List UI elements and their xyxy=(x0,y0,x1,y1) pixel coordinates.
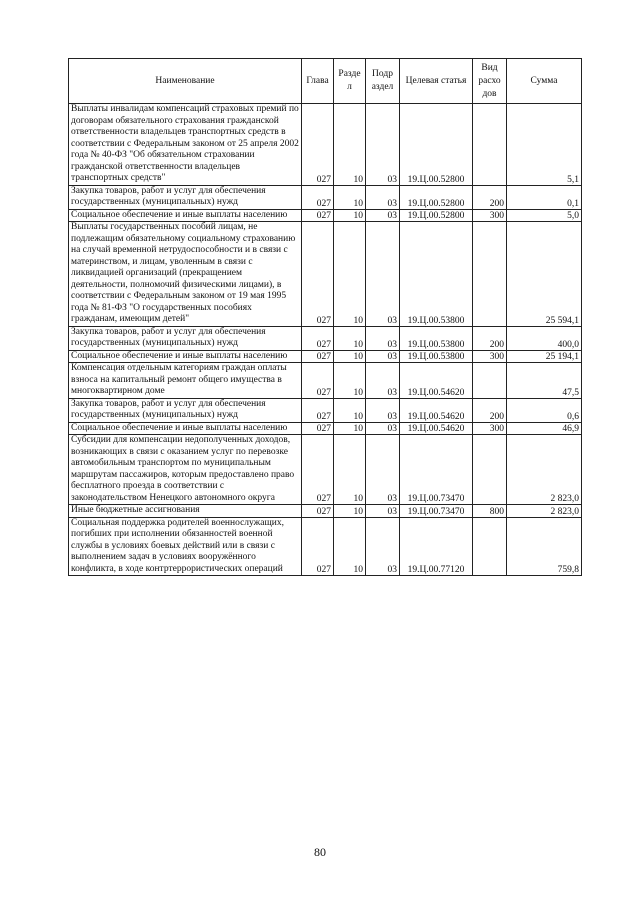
row-vid: 300 xyxy=(473,209,507,222)
row-summa: 5,0 xyxy=(507,209,582,222)
row-summa: 2 823,0 xyxy=(507,435,582,505)
row-name: Закупка товаров, работ и услуг для обеспечения государственных (муниципальных) нужд xyxy=(69,185,302,209)
row-podrazdel: 03 xyxy=(366,326,400,350)
row-vid xyxy=(473,104,507,186)
row-podrazdel: 03 xyxy=(366,517,400,576)
row-name: Социальное обеспечение и иные выплаты населению xyxy=(69,209,302,222)
row-name: Выплаты государственных пособий лицам, не подлежащим обязательному социальному страхованию на случай временной нетрудоспособности и в связи с материнством, и лицам, уволенным в связи с ликвидацией организаций (прекращением деятельности, полномочий физическими лицами), в соответствии с Федеральным законом от 19 мая 1995 года № 81-ФЗ "О государственных пособиях гражданам, имеющим детей" xyxy=(69,222,302,327)
row-glava: 027 xyxy=(302,185,334,209)
row-vid: 200 xyxy=(473,185,507,209)
row-podrazdel: 03 xyxy=(366,104,400,186)
header-podrazdel: Подр аздел xyxy=(366,59,400,104)
table-row xyxy=(69,398,582,422)
row-glava: 027 xyxy=(302,398,334,422)
row-vid xyxy=(473,517,507,576)
row-glava: 027 xyxy=(302,222,334,327)
row-summa: 25 594,1 xyxy=(507,222,582,327)
header-razdel: Разде л xyxy=(334,59,366,104)
row-glava: 027 xyxy=(302,350,334,363)
row-summa: 0,6 xyxy=(507,398,582,422)
row-name: Социальное обеспечение и иные выплаты населению xyxy=(69,422,302,435)
row-summa: 2 823,0 xyxy=(507,505,582,518)
row-name: Социальное обеспечение и иные выплаты населению xyxy=(69,350,302,363)
row-podrazdel: 03 xyxy=(366,505,400,518)
row-summa: 25 194,1 xyxy=(507,350,582,363)
table-row xyxy=(69,222,582,327)
header-vid: Вид расхо дов xyxy=(473,59,507,104)
table-row xyxy=(69,363,582,399)
row-celevaya: 19.Ц.00.52800 xyxy=(400,104,473,186)
row-razdel: 10 xyxy=(334,326,366,350)
row-podrazdel: 03 xyxy=(366,422,400,435)
row-summa: 47,5 xyxy=(507,363,582,399)
row-podrazdel: 03 xyxy=(366,222,400,327)
row-vid xyxy=(473,222,507,327)
row-razdel: 10 xyxy=(334,363,366,399)
row-glava: 027 xyxy=(302,517,334,576)
row-name: Закупка товаров, работ и услуг для обеспечения государственных (муниципальных) нужд xyxy=(69,398,302,422)
row-razdel: 10 xyxy=(334,422,366,435)
table-row xyxy=(69,350,582,363)
header-celevaya: Целевая статья xyxy=(400,59,473,104)
row-razdel: 10 xyxy=(334,435,366,505)
row-razdel: 10 xyxy=(334,104,366,186)
row-name: Субсидии для компенсации недополученных доходов, возникающих в связи с оказанием услуг по перевозке автомобильным транспортом по муниципальным маршрутам пассажиров, которым предоставлено право бесплатного проезда в соответствии с законодательством Ненецкого автономного округа xyxy=(69,435,302,505)
row-name: Социальная поддержка родителей военнослужащих, погибших при исполнении обязанностей военной службы в условиях боевых действий или в связи с выполнением задач в условиях вооружённого конфликта, в ходе контртеррористических операций xyxy=(69,517,302,576)
row-vid xyxy=(473,363,507,399)
row-glava: 027 xyxy=(302,209,334,222)
row-name: Компенсация отдельным категориям граждан оплаты взноса на капитальный ремонт общего имущества в многоквартирном доме xyxy=(69,363,302,399)
row-razdel: 10 xyxy=(334,505,366,518)
row-glava: 027 xyxy=(302,363,334,399)
header-name: Наименование xyxy=(69,59,302,104)
table-row xyxy=(69,185,582,209)
row-name: Закупка товаров, работ и услуг для обеспечения государственных (муниципальных) нужд xyxy=(69,326,302,350)
row-glava: 027 xyxy=(302,326,334,350)
row-celevaya: 19.Ц.00.53800 xyxy=(400,222,473,327)
row-podrazdel: 03 xyxy=(366,435,400,505)
row-summa: 0,1 xyxy=(507,185,582,209)
row-summa: 759,8 xyxy=(507,517,582,576)
row-razdel: 10 xyxy=(334,222,366,327)
row-podrazdel: 03 xyxy=(366,363,400,399)
page-number: 80 xyxy=(314,845,326,859)
row-vid xyxy=(473,435,507,505)
row-vid: 200 xyxy=(473,326,507,350)
row-glava: 027 xyxy=(302,104,334,186)
header-glava: Глава xyxy=(302,59,334,104)
row-podrazdel: 03 xyxy=(366,398,400,422)
row-celevaya: 19.Ц.00.52800 xyxy=(400,209,473,222)
row-celevaya: 19.Ц.00.73470 xyxy=(400,505,473,518)
row-celevaya: 19.Ц.00.77120 xyxy=(400,517,473,576)
row-celevaya: 19.Ц.00.54620 xyxy=(400,398,473,422)
row-podrazdel: 03 xyxy=(366,185,400,209)
row-summa: 5,1 xyxy=(507,104,582,186)
row-name: Выплаты инвалидам компенсаций страховых премий по договорам обязательного страхования гражданской ответственности владельцев транспортных средств в соответствии с Федеральным законом от 25 апреля 2002 года № 40-ФЗ "Об обязательном страховании гражданской ответственности владельцев транспортных средств" xyxy=(69,104,302,186)
row-razdel: 10 xyxy=(334,209,366,222)
table-row xyxy=(69,326,582,350)
table-row xyxy=(69,209,582,222)
row-celevaya: 19.Ц.00.54620 xyxy=(400,422,473,435)
row-glava: 027 xyxy=(302,422,334,435)
row-celevaya: 19.Ц.00.53800 xyxy=(400,350,473,363)
row-glava: 027 xyxy=(302,505,334,518)
row-vid: 300 xyxy=(473,350,507,363)
row-celevaya: 19.Ц.00.53800 xyxy=(400,326,473,350)
table-row xyxy=(69,435,582,505)
row-glava: 027 xyxy=(302,435,334,505)
row-summa: 46,9 xyxy=(507,422,582,435)
table-row xyxy=(69,517,582,576)
row-podrazdel: 03 xyxy=(366,209,400,222)
row-celevaya: 19.Ц.00.73470 xyxy=(400,435,473,505)
row-celevaya: 19.Ц.00.52800 xyxy=(400,185,473,209)
row-summa: 400,0 xyxy=(507,326,582,350)
header-row xyxy=(69,59,582,104)
row-celevaya: 19.Ц.00.54620 xyxy=(400,363,473,399)
row-razdel: 10 xyxy=(334,350,366,363)
row-vid: 300 xyxy=(473,422,507,435)
row-vid: 200 xyxy=(473,398,507,422)
row-razdel: 10 xyxy=(334,517,366,576)
row-name: Иные бюджетные ассигнования xyxy=(69,505,302,518)
table-row xyxy=(69,104,582,186)
table-row xyxy=(69,422,582,435)
row-razdel: 10 xyxy=(334,185,366,209)
table-row xyxy=(69,505,582,518)
header-summa: Сумма xyxy=(507,59,582,104)
row-razdel: 10 xyxy=(334,398,366,422)
row-vid: 800 xyxy=(473,505,507,518)
budget-table xyxy=(68,58,582,576)
row-podrazdel: 03 xyxy=(366,350,400,363)
